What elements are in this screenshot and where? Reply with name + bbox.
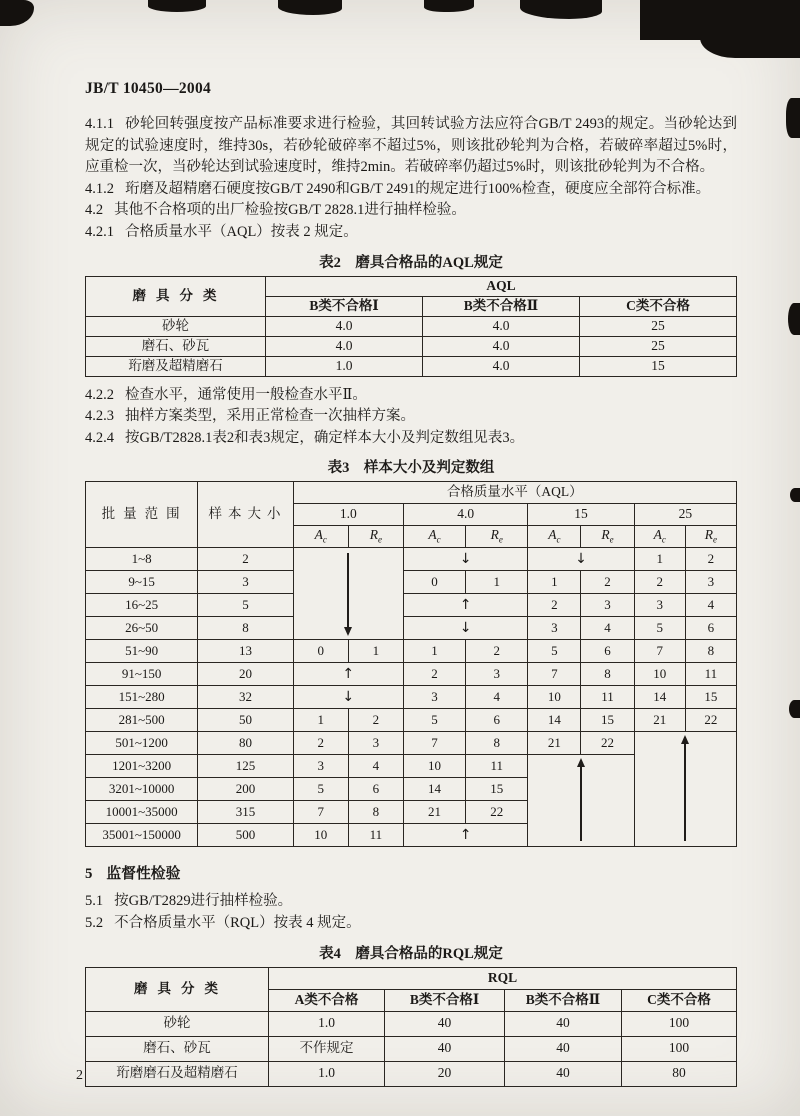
table2-title: 表2 磨具合格品的AQL规定 xyxy=(319,254,503,271)
ac-cell: 3 xyxy=(634,594,685,617)
rql-value: 100 xyxy=(622,1011,737,1036)
ac-cell: 5 xyxy=(528,640,581,663)
clause-4-2-1 xyxy=(85,222,737,244)
scan-artifact xyxy=(788,303,800,335)
ac-cell: 14 xyxy=(528,709,581,732)
sample-size-cell: 5 xyxy=(198,594,293,617)
rql-value: 40 xyxy=(505,1061,622,1086)
table-row xyxy=(86,1011,737,1036)
down-arrow-icon: ↓ xyxy=(403,617,527,640)
clause-number: 4.1.2 xyxy=(85,180,114,197)
table4-row-header: 磨具分类 xyxy=(86,967,269,1011)
sample-size-cell: 3 xyxy=(198,571,293,594)
rql-value: 40 xyxy=(385,1036,505,1061)
clause-4-2-2 xyxy=(85,385,737,407)
table-row xyxy=(86,663,737,686)
re-cell: 8 xyxy=(348,801,403,824)
re-cell: 22 xyxy=(466,801,528,824)
category-cell: 磨石、砂瓦 xyxy=(86,336,266,356)
ac-cell: 5 xyxy=(403,709,465,732)
clause-text: 其他不合格项的出厂检验按GB/T 2828.1进行抽样检验。 xyxy=(114,202,466,219)
sample-size-cell: 315 xyxy=(198,801,293,824)
clause-4-1-2 xyxy=(85,179,737,201)
re-cell: 15 xyxy=(685,686,736,709)
ac-cell: 1 xyxy=(528,571,581,594)
down-arrow-icon: ↓ xyxy=(293,686,403,709)
long-down-arrow xyxy=(293,548,403,640)
up-arrow-icon: ↑ xyxy=(293,663,403,686)
re-header: $R_e$ xyxy=(466,526,528,548)
table-row xyxy=(86,548,737,571)
ac-cell: 0 xyxy=(403,571,465,594)
ac-cell: 7 xyxy=(634,640,685,663)
ac-cell: 2 xyxy=(528,594,581,617)
ac-cell: 3 xyxy=(293,755,348,778)
long-up-arrow xyxy=(528,755,634,847)
ac-cell: 7 xyxy=(528,663,581,686)
rql-value: 1.0 xyxy=(269,1061,385,1086)
scan-artifact xyxy=(786,98,800,138)
re-cell: 22 xyxy=(581,732,634,755)
clause-text: 按GB/T2829进行抽样检验。 xyxy=(114,893,293,910)
re-cell: 2 xyxy=(466,640,528,663)
ac-cell: 3 xyxy=(528,617,581,640)
batch-range-header: 批量范围 xyxy=(86,482,198,548)
clause-4-2 xyxy=(85,200,737,222)
sample-size-cell: 500 xyxy=(198,824,293,847)
table4-column-header: B类不合格Ⅱ xyxy=(505,989,622,1011)
clause-text: 按GB/T2828.1表2和表3规定，确定样本大小及判定数组见表3。 xyxy=(125,429,525,446)
clause-number: 4.2.1 xyxy=(85,223,114,240)
batch-range-cell: 501~1200 xyxy=(86,732,198,755)
aql-level: 1.0 xyxy=(293,504,403,526)
ac-cell: 21 xyxy=(403,801,465,824)
table-row xyxy=(86,336,737,356)
ac-cell: 7 xyxy=(293,801,348,824)
batch-range-cell: 1~8 xyxy=(86,548,198,571)
aql-value: 4.0 xyxy=(266,336,423,356)
aql-value: 15 xyxy=(580,356,737,376)
table4-header-row xyxy=(86,967,737,989)
re-header: $R_e$ xyxy=(581,526,634,548)
clause-number: 5.1 xyxy=(85,893,104,910)
re-cell: 15 xyxy=(581,709,634,732)
scan-artifact xyxy=(520,0,602,19)
section-title: 监督性检验 xyxy=(106,866,181,883)
re-cell: 11 xyxy=(685,663,736,686)
ac-cell: 2 xyxy=(634,571,685,594)
table-row xyxy=(86,594,737,617)
table2-header-row xyxy=(86,276,737,296)
ac-cell: 1 xyxy=(403,640,465,663)
clause-text: 合格质量水平（AQL）按表 2 规定。 xyxy=(125,223,358,240)
scan-artifact xyxy=(700,0,800,58)
table4-column-header: B类不合格Ⅰ xyxy=(385,989,505,1011)
scan-artifact xyxy=(424,0,474,12)
re-cell: 3 xyxy=(466,663,528,686)
sample-size-cell: 20 xyxy=(198,663,293,686)
sample-size-cell: 50 xyxy=(198,709,293,732)
ac-cell: 21 xyxy=(528,732,581,755)
rql-value: 40 xyxy=(505,1011,622,1036)
ac-cell: 21 xyxy=(634,709,685,732)
aql-table xyxy=(85,276,737,377)
section-number: 5 xyxy=(85,866,93,883)
table2-column-header: B类不合格Ⅱ xyxy=(423,296,580,316)
sample-size-cell: 125 xyxy=(198,755,293,778)
table-row xyxy=(86,709,737,732)
ac-cell: 1 xyxy=(293,709,348,732)
clause-5-1 xyxy=(85,891,737,913)
aql-value: 25 xyxy=(580,316,737,336)
up-arrow-icon: ↑ xyxy=(403,824,527,847)
sampling-table xyxy=(85,481,737,847)
long-up-arrow xyxy=(634,732,736,847)
table-row xyxy=(86,617,737,640)
table-row xyxy=(86,640,737,663)
table2-group-header: AQL xyxy=(266,276,737,296)
re-cell: 4 xyxy=(466,686,528,709)
ac-cell: 3 xyxy=(403,686,465,709)
re-cell: 15 xyxy=(466,778,528,801)
ac-header: $A_c$ xyxy=(403,526,465,548)
aql-value: 4.0 xyxy=(423,316,580,336)
sample-size-cell: 8 xyxy=(198,617,293,640)
aql-value: 4.0 xyxy=(266,316,423,336)
re-cell: 6 xyxy=(581,640,634,663)
rql-value: 100 xyxy=(622,1036,737,1061)
re-header: $R_e$ xyxy=(685,526,736,548)
ac-cell: 7 xyxy=(403,732,465,755)
clause-text: 检查水平，通常使用一般检查水平Ⅱ。 xyxy=(125,386,367,403)
table-row xyxy=(86,356,737,376)
ac-cell: 1 xyxy=(634,548,685,571)
clause-text: 砂轮回转强度按产品标准要求进行检验，其回转试验方法应符合GB/T 2493的规定。当砂轮达到规定的试验速度时，维持30s，若砂轮破碎率不超过5%，则该批砂轮判为合格，若破碎率超过5%时，应重检一次，当砂轮达到试验速度时，维持2min。若破碎率仍超过5%时，则该批砂轮判为不合格。 xyxy=(85,116,737,176)
sample-size-cell: 2 xyxy=(198,548,293,571)
aql-level: 15 xyxy=(528,504,634,526)
table4-column-header: C类不合格 xyxy=(622,989,737,1011)
ac-header: $A_c$ xyxy=(528,526,581,548)
re-cell: 1 xyxy=(348,640,403,663)
table3-header-row xyxy=(86,482,737,504)
scan-artifact xyxy=(790,488,800,502)
rql-value: 40 xyxy=(505,1036,622,1061)
clause-number: 4.2.3 xyxy=(85,408,114,425)
re-cell: 4 xyxy=(685,594,736,617)
standard-number: JB/T 10450—2004 xyxy=(85,80,212,97)
batch-range-cell: 16~25 xyxy=(86,594,198,617)
re-cell: 22 xyxy=(685,709,736,732)
ac-cell: 5 xyxy=(634,617,685,640)
table4-title: 表4 磨具合格品的RQL规定 xyxy=(319,945,503,962)
clause-number: 4.2.2 xyxy=(85,386,114,403)
aql-value: 4.0 xyxy=(423,336,580,356)
ac-cell: 2 xyxy=(293,732,348,755)
rql-value: 不作规定 xyxy=(269,1036,385,1061)
re-cell: 2 xyxy=(685,548,736,571)
re-cell: 2 xyxy=(348,709,403,732)
category-cell: 磨石、砂瓦 xyxy=(86,1036,269,1061)
section5-heading xyxy=(85,862,737,883)
clause-number: 4.1.1 xyxy=(85,116,114,132)
table4-column-header: A类不合格 xyxy=(269,989,385,1011)
rql-table xyxy=(85,967,737,1087)
ac-cell: 14 xyxy=(403,778,465,801)
aql-level: 25 xyxy=(634,504,736,526)
clause-4-1-1 xyxy=(85,114,737,179)
batch-range-cell: 91~150 xyxy=(86,663,198,686)
down-arrow-icon: ↓ xyxy=(403,548,527,571)
table4-group-header: RQL xyxy=(269,967,737,989)
table2-column-header: B类不合格Ⅰ xyxy=(266,296,423,316)
ac-cell: 5 xyxy=(293,778,348,801)
ac-cell: 10 xyxy=(634,663,685,686)
re-cell: 3 xyxy=(348,732,403,755)
batch-range-cell: 26~50 xyxy=(86,617,198,640)
ac-cell: 10 xyxy=(528,686,581,709)
up-arrow-icon: ↑ xyxy=(403,594,527,617)
batch-range-cell: 281~500 xyxy=(86,709,198,732)
batch-range-cell: 35001~150000 xyxy=(86,824,198,847)
clause-text: 抽样方案类型，采用正常检查一次抽样方案。 xyxy=(125,408,415,425)
re-header: $R_e$ xyxy=(348,526,403,548)
table-row xyxy=(86,686,737,709)
sample-size-header: 样本大小 xyxy=(198,482,293,548)
clause-number: 4.2.4 xyxy=(85,429,114,446)
page-content xyxy=(85,80,737,1087)
re-cell: 11 xyxy=(466,755,528,778)
batch-range-cell: 151~280 xyxy=(86,686,198,709)
ac-cell: 14 xyxy=(634,686,685,709)
aql-value: 25 xyxy=(580,336,737,356)
table2-column-header: C类不合格 xyxy=(580,296,737,316)
batch-range-cell: 9~15 xyxy=(86,571,198,594)
re-cell: 8 xyxy=(581,663,634,686)
category-cell: 砂轮 xyxy=(86,1011,269,1036)
sample-size-cell: 200 xyxy=(198,778,293,801)
scan-artifact xyxy=(148,0,206,12)
down-arrow-icon: ↓ xyxy=(528,548,634,571)
clause-number: 4.2 xyxy=(85,202,104,219)
clause-text: 不合格质量水平（RQL）按表 4 规定。 xyxy=(114,914,361,931)
ac-cell: 0 xyxy=(293,640,348,663)
clause-text: 珩磨及超精磨石硬度按GB/T 2490和GB/T 2491的规定进行100%检查，硬度应全部符合标准。 xyxy=(125,180,711,197)
re-cell: 6 xyxy=(685,617,736,640)
re-cell: 11 xyxy=(581,686,634,709)
table-row xyxy=(86,571,737,594)
table-row xyxy=(86,1061,737,1086)
table-row xyxy=(86,1036,737,1061)
re-cell: 3 xyxy=(581,594,634,617)
sample-size-cell: 13 xyxy=(198,640,293,663)
category-cell: 砂轮 xyxy=(86,316,266,336)
rql-value: 1.0 xyxy=(269,1011,385,1036)
table-row xyxy=(86,316,737,336)
batch-range-cell: 10001~35000 xyxy=(86,801,198,824)
re-cell: 1 xyxy=(466,571,528,594)
re-cell: 11 xyxy=(348,824,403,847)
scan-artifact xyxy=(278,0,342,15)
aql-value: 1.0 xyxy=(266,356,423,376)
scan-artifact xyxy=(0,0,34,26)
sample-size-cell: 32 xyxy=(198,686,293,709)
ac-header: $A_c$ xyxy=(293,526,348,548)
re-cell: 8 xyxy=(466,732,528,755)
re-cell: 6 xyxy=(348,778,403,801)
ac-cell: 10 xyxy=(293,824,348,847)
category-cell: 珩磨及超精磨石 xyxy=(86,356,266,376)
re-cell: 4 xyxy=(348,755,403,778)
ac-header: $A_c$ xyxy=(634,526,685,548)
ac-cell: 10 xyxy=(403,755,465,778)
aql-group-header: 合格质量水平（AQL） xyxy=(293,482,736,504)
sample-size-cell: 80 xyxy=(198,732,293,755)
scan-artifact xyxy=(789,700,800,718)
batch-range-cell: 51~90 xyxy=(86,640,198,663)
re-cell: 3 xyxy=(685,571,736,594)
re-cell: 6 xyxy=(466,709,528,732)
rql-value: 40 xyxy=(385,1011,505,1036)
batch-range-cell: 3201~10000 xyxy=(86,778,198,801)
ac-cell: 2 xyxy=(403,663,465,686)
rql-value: 80 xyxy=(622,1061,737,1086)
table3-title: 表3 样本大小及判定数组 xyxy=(327,460,495,477)
re-cell: 4 xyxy=(581,617,634,640)
table-row xyxy=(86,732,737,755)
aql-value: 4.0 xyxy=(423,356,580,376)
table2-row-header: 磨具分类 xyxy=(86,276,266,316)
re-cell: 8 xyxy=(685,640,736,663)
batch-range-cell: 1201~3200 xyxy=(86,755,198,778)
clause-4-2-3 xyxy=(85,406,737,428)
clause-number: 5.2 xyxy=(85,914,104,931)
aql-level: 4.0 xyxy=(403,504,527,526)
re-cell: 2 xyxy=(581,571,634,594)
category-cell: 珩磨磨石及超精磨石 xyxy=(86,1061,269,1086)
clause-5-2 xyxy=(85,913,737,935)
page-number: 2 xyxy=(76,1068,83,1083)
rql-value: 20 xyxy=(385,1061,505,1086)
clause-4-2-4 xyxy=(85,428,737,450)
